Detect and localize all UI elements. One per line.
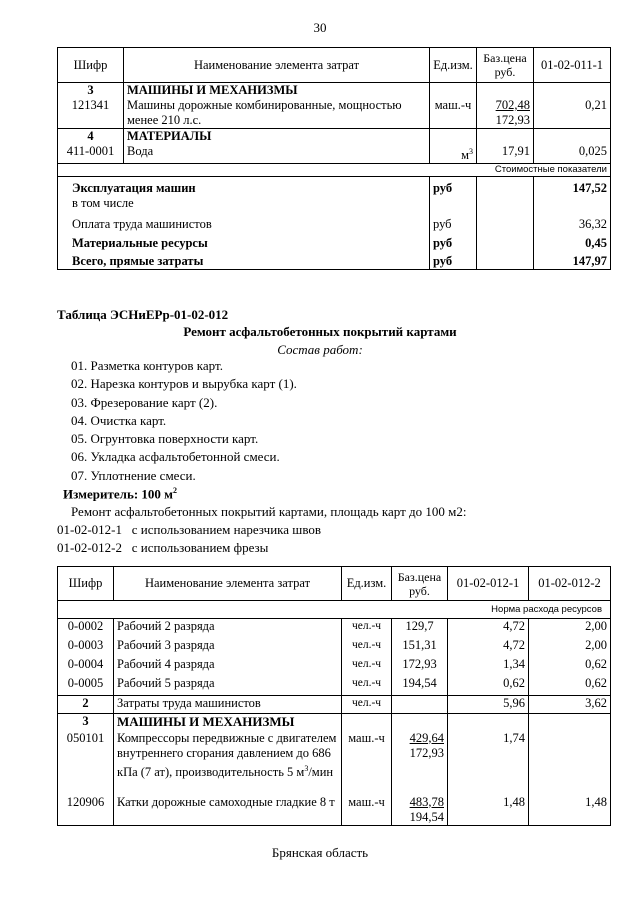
header-code: Шифр: [58, 567, 114, 601]
work-item: 06. Укладка асфальтобетонной смеси.: [71, 449, 280, 465]
table-id: Таблица ЭСНиЕРр-01-02-012: [57, 307, 229, 322]
row-name: Катки дорожные самоходные гладкие 8 т: [114, 795, 342, 826]
measure-unit: Измеритель: 100 $м^2$: [63, 486, 178, 502]
row-unit: маш.-ч: [342, 795, 392, 826]
row-price: 129,7: [392, 619, 448, 638]
row-value-1: 1,74: [448, 731, 529, 795]
cost-indicators-label: Стоимостные показатели: [58, 164, 611, 177]
row-value-2: 1,48: [529, 795, 611, 826]
summary-name: в том числе: [58, 196, 430, 213]
row-price: 429,64 172,93: [392, 731, 448, 795]
work-item: 01. Разметка контуров карт.: [71, 358, 223, 373]
norm-label: Норма расхода ресурсов: [58, 601, 611, 619]
header-price: Баз.цена руб.: [392, 567, 448, 601]
row-unit: чел.-ч: [342, 657, 392, 676]
row-value: 0,025: [534, 144, 611, 164]
row-unit: маш.-ч: [342, 731, 392, 795]
row-name: Компрессоры передвижные с двигателем внутреннего сгорания давлением до 686 кПа (7 ат), производительность 5 $м^3$/мин: [114, 731, 342, 795]
summary-name: Эксплуатация машин: [58, 177, 430, 196]
section-number: 2: [58, 696, 114, 714]
summary-unit: руб: [430, 232, 477, 251]
resource-table-01-02-012: [57, 566, 611, 826]
row-unit: чел.-ч: [342, 638, 392, 657]
page-number: 30: [313, 20, 327, 35]
row-price: 151,31: [392, 638, 448, 657]
work-item: 02. Нарезка контуров и вырубка карт (1).: [71, 376, 297, 392]
row-code: 411-0001: [58, 144, 124, 164]
summary-unit: руб: [430, 177, 477, 196]
section-title: МАШИНЫ И МЕХАНИЗМЫ: [124, 83, 430, 99]
summary-value: 0,45: [534, 232, 611, 251]
summary-value: 147,97: [534, 251, 611, 270]
footer-region: Брянская область: [271, 845, 369, 860]
row-value-2: 2,00: [529, 619, 611, 638]
row-code: 120906: [58, 795, 114, 826]
header-code: Шифр: [58, 48, 124, 83]
row-value-2: 0,62: [529, 657, 611, 676]
summary-name: Оплата труда машинистов: [58, 213, 430, 232]
works-list: [71, 357, 297, 485]
row-price: 17,91: [477, 144, 534, 164]
work-item: 04. Очистка карт.: [71, 412, 167, 428]
summary-unit: [430, 196, 477, 213]
section-title: Ремонт асфальтобетонных покрытий картами: [183, 324, 457, 339]
row-value-1: 5,96: [448, 696, 529, 714]
row-value-1: 1,48: [448, 795, 529, 826]
summary-name: Материальные ресурсы: [58, 232, 430, 251]
row-name: Вода: [124, 144, 430, 164]
variant-1: 01-02-012-1 с использованием нарезчика швов: [57, 522, 322, 537]
row-code: 0-0005: [58, 676, 114, 696]
section-number: 3: [58, 714, 114, 731]
row-name: Машины дорожные комбинированные, мощностью менее 210 л.с.: [124, 98, 430, 129]
header-unit: Ед.изм.: [430, 48, 477, 83]
row-code: 0-0002: [58, 619, 114, 638]
resource-table-01-02-011: [57, 47, 611, 270]
row-value-1: 4,72: [448, 619, 529, 638]
variant-2: 01-02-012-2 с использованием фрезы: [57, 540, 269, 555]
row-value: 0,21: [534, 98, 611, 129]
section-number: 4: [58, 129, 124, 145]
row-price: 483,78 194,54: [392, 795, 448, 826]
row-value-2: 2,00: [529, 638, 611, 657]
work-item: 03. Фрезерование карт (2).: [71, 394, 218, 410]
row-name: Затраты труда машинистов: [114, 696, 342, 714]
description: Ремонт асфальтобетонных покрытий картами, площадь карт до 100 м2:: [71, 504, 467, 519]
row-unit: маш.-ч: [430, 98, 477, 129]
summary-name: Всего, прямые затраты: [58, 251, 430, 270]
section-title: МАТЕРИАЛЫ: [124, 129, 430, 145]
section-number: 3: [58, 83, 124, 99]
row-unit: $м^3$: [430, 144, 477, 164]
row-price: 702,48 172,93: [477, 98, 534, 129]
row-name: Рабочий 4 разряда: [114, 657, 342, 676]
row-value-2: 0,62: [529, 676, 611, 696]
row-unit: чел.-ч: [342, 619, 392, 638]
header-name: Наименование элемента затрат: [114, 567, 342, 601]
row-price: 172,93: [392, 657, 448, 676]
row-value-1: 1,34: [448, 657, 529, 676]
work-item: 05. Огрунтовка поверхности карт.: [71, 431, 259, 447]
row-value-2: [529, 731, 611, 795]
header-norm-code: 01-02-011-1: [534, 48, 611, 83]
summary-value: [534, 196, 611, 213]
header-norm-code-1: 01-02-012-1: [448, 567, 529, 601]
row-value-2: 3,62: [529, 696, 611, 714]
section-title: МАШИНЫ И МЕХАНИЗМЫ: [114, 714, 342, 731]
summary-value: 36,32: [534, 213, 611, 232]
header-price: Баз.цена руб.: [477, 48, 534, 83]
row-code: 050101: [58, 731, 114, 795]
row-code: 0-0004: [58, 657, 114, 676]
summary-unit: руб: [430, 213, 477, 232]
row-code: 121341: [58, 98, 124, 129]
row-value-1: 0,62: [448, 676, 529, 696]
work-item: 07. Уплотнение смеси.: [71, 467, 196, 483]
row-price: 194,54: [392, 676, 448, 696]
row-unit: чел.-ч: [342, 696, 392, 714]
header-unit: Ед.изм.: [342, 567, 392, 601]
row-unit: чел.-ч: [342, 676, 392, 696]
row-name: Рабочий 3 разряда: [114, 638, 342, 657]
row-code: 0-0003: [58, 638, 114, 657]
composition-heading: Состав работ:: [277, 342, 363, 357]
row-value-1: 4,72: [448, 638, 529, 657]
row-name: Рабочий 2 разряда: [114, 619, 342, 638]
row-name: Рабочий 5 разряда: [114, 676, 342, 696]
header-norm-code-2: 01-02-012-2: [529, 567, 611, 601]
header-name: Наименование элемента затрат: [124, 48, 430, 83]
summary-value: 147,52: [534, 177, 611, 196]
summary-unit: руб: [430, 251, 477, 270]
